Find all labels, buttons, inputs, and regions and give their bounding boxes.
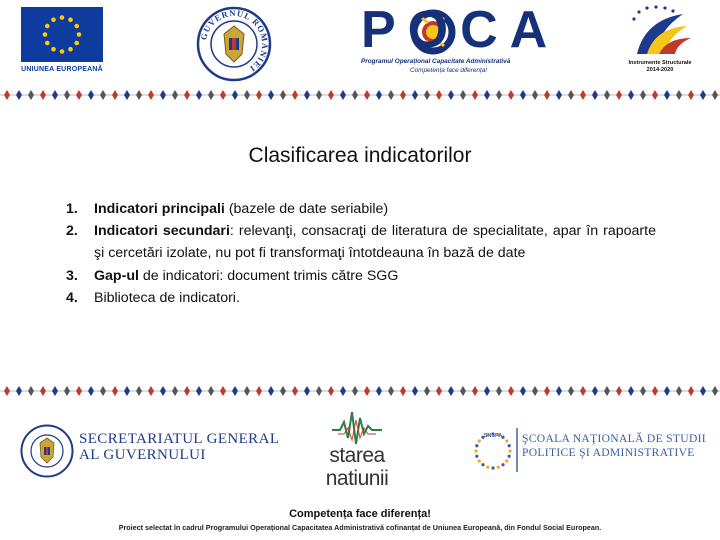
list-item-number: 3. [66, 267, 78, 284]
starea-natiunii-wordmark: starea natiunii [325, 444, 389, 490]
page-title: Clasificarea indicatorilor [248, 144, 472, 167]
government-seal-icon [196, 6, 272, 82]
list-item [66, 198, 656, 220]
indicator-list [66, 198, 656, 309]
list-item [66, 220, 656, 264]
snspa-star-ring-icon [470, 426, 516, 472]
list-item-text: de indicatori: document trimis către SGG [138, 267, 399, 284]
list-item-bold: Indicatori secundari [94, 223, 230, 240]
snspa-name: ŞCOALA NAŢIONALĂ DE STUDII POLITICE ŞI ADMINISTRATIVE [522, 432, 706, 459]
decorative-band-bottom [0, 384, 720, 396]
list-item-bold: Indicatori principali [94, 201, 225, 217]
list-item-number: 1. [66, 201, 78, 217]
footer-tagline: Competența face diferența! [289, 508, 431, 520]
poca-tagline-line1: Programul Operațional Capacitate Administrativă [361, 58, 511, 65]
poca-wordmark: POCA [361, 1, 560, 59]
gov-seal-text: GUVERNUL ROMÂNIEI [198, 7, 271, 75]
snspa-badge: SNSPA [483, 433, 503, 439]
structural-instruments-icon [625, 4, 695, 58]
footer-disclaimer: Proiect selectat în cadrul Programului Operațional Capacitatea Administrativă cofinanțat de Uniunea Europeană, din Fondul Social European. [118, 523, 602, 532]
sgg-seal-icon [20, 424, 74, 478]
decorative-band-top [0, 88, 720, 100]
eu-flag-icon [21, 7, 103, 62]
list-item-number: 2. [66, 223, 78, 240]
structural-instruments-caption: Instrumente Structurale 2014-2020 [628, 60, 692, 73]
list-item-text: : relevanţi, consacraţi de literatura de specialitate, apar în rapoarte şi cercetări izolate, nu pot fi transformaţi întotdeauna în bază de date [94, 223, 656, 262]
list-item-text: Biblioteca de indicatori. [94, 289, 240, 306]
list-item [66, 265, 656, 287]
sgg-name: SECRETARIATUL GENERAL AL GUVERNULUI [79, 431, 280, 463]
snspa-divider [516, 428, 518, 472]
eu-caption: UNIUNEA EUROPEANĂ [21, 66, 103, 73]
list-item-bold: Gap-ul [94, 267, 139, 284]
poca-tagline-line2: Competența face diferența! [409, 67, 488, 74]
list-item-text: (bazele de date seriabile) [224, 201, 389, 217]
list-item [66, 287, 656, 309]
list-item-number: 4. [66, 289, 78, 306]
